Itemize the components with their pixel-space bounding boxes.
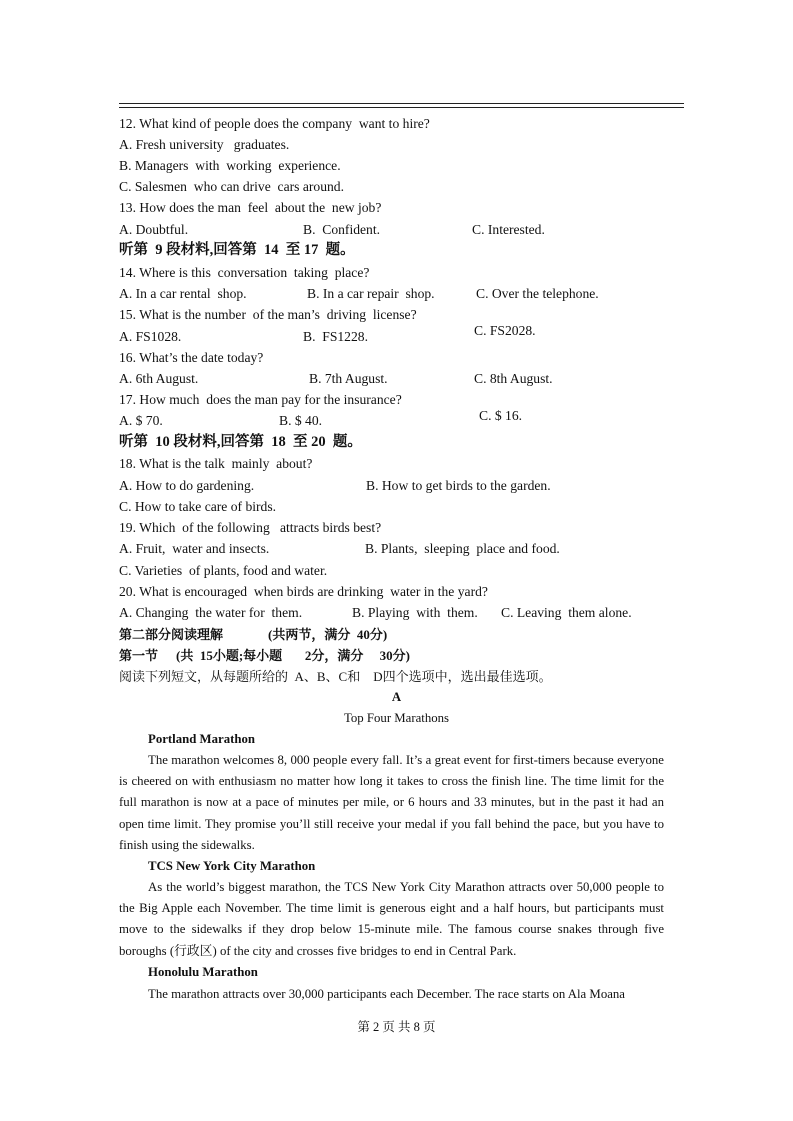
q13-option-a: A. Doubtful.: [119, 222, 189, 237]
q14-option-b: B. In a car repair shop.: [307, 286, 435, 301]
q12-option-a: A. Fresh university graduates.: [119, 137, 290, 152]
q13-option-c: C. Interested.: [472, 222, 545, 237]
q19-option-c: C. Varieties of plants, food and water.: [119, 563, 328, 578]
honolulu-paragraph: The marathon attracts over 30,000 participants each December. The race starts on Ala Moana: [148, 987, 625, 1001]
q14-question: 14. Where is this conversation taking place?: [119, 265, 370, 280]
q17-option-c: C. $ 16.: [479, 408, 523, 423]
header-rule-bottom: [119, 107, 684, 108]
q18-question: 18. What is the talk mainly about?: [119, 456, 313, 471]
header-rule-top: [119, 103, 684, 104]
q16-option-a: A. 6th August.: [119, 371, 199, 386]
q15-option-a: A. FS1028.: [119, 329, 182, 344]
q17-option-a: A. $ 70.: [119, 413, 163, 428]
q18-option-c: C. How to take care of birds.: [119, 499, 277, 514]
q15-question: 15. What is the number of the man’s driving license?: [119, 307, 417, 322]
q12-option-c: C. Salesmen who can drive cars around.: [119, 179, 344, 194]
q19-question: 19. Which of the following attracts birds best?: [119, 520, 382, 535]
q17-option-b: B. $ 40.: [279, 413, 323, 428]
section-10-instruction: 听第 10 段材料,回答第 18 至 20 题。: [119, 434, 362, 450]
q16-option-b: B. 7th August.: [309, 371, 388, 386]
q20-option-a: A. Changing the water for them.: [119, 605, 303, 620]
q12-question: 12. What kind of people does the company want to hire?: [119, 116, 430, 131]
q20-option-b: B. Playing with them.: [352, 605, 478, 620]
passage-title: Top Four Marathons: [343, 711, 450, 725]
section1-label: 第一节: [119, 648, 159, 663]
q14-option-a: A. In a car rental shop.: [119, 286, 247, 301]
portland-paragraph: The marathon welcomes 8, 000 people every fall. It’s a great event for first-timers because everyone is cheered on with enthusiasm no matter how long it takes to cross the finish line. The time limit for the full marathon is now at a pace of minutes per mile, or 6 hours and 33 minutes, but in the past it had an open time limit. They promise you’ll still receive your medal if you fall behind the pace, but you have to finish using the sidewalks.: [119, 753, 664, 852]
q15-option-b: B. FS1228.: [303, 329, 368, 344]
section-9-instruction: 听第 9 段材料,回答第 14 至 17 题。: [119, 242, 355, 258]
q19-option-a: A. Fruit, water and insects.: [119, 541, 270, 556]
q16-question: 16. What’s the date today?: [119, 350, 264, 365]
nyc-heading: TCS New York City Marathon: [148, 859, 316, 873]
q12-option-b: B. Managers with working experience.: [119, 158, 341, 173]
q18-option-a: A. How to do gardening.: [119, 478, 255, 493]
q20-question: 20. What is encouraged when birds are drinking water in the yard?: [119, 584, 488, 599]
nyc-paragraph: As the world’s biggest marathon, the TCS New York City Marathon attracts over 50,000 people to the Big Apple each November. The time limit is generous eight and a half hours, but participants must move to the sidewalks if they drop below 15-minute mile. The famous course snakes through five boroughs (行政区) of the city and crosses five bridges to end in Central Park.: [119, 880, 664, 958]
reading-instruction: 阅读下列短文，从每题所给的 A、B、C和 D四个选项中，选出最佳选项。: [119, 669, 552, 684]
q20-option-c: C. Leaving them alone.: [501, 605, 632, 620]
portland-heading: Portland Marathon: [148, 732, 255, 746]
part2-score: (共两节，满分 40分): [268, 627, 388, 642]
q18-option-b: B. How to get birds to the garden.: [366, 478, 551, 493]
q13-question: 13. How does the man feel about the new job?: [119, 200, 382, 215]
q14-option-c: C. Over the telephone.: [476, 286, 599, 301]
honolulu-heading: Honolulu Marathon: [148, 965, 258, 979]
q19-option-b: B. Plants, sleeping place and food.: [365, 541, 560, 556]
q13-option-b: B. Confident.: [303, 222, 381, 237]
page-footer: 第 2 页 共 8 页: [357, 1020, 436, 1034]
section1-description: (共 15小题;每小题 2分，满分 30分): [176, 648, 410, 663]
q17-question: 17. How much does the man pay for the insurance?: [119, 392, 402, 407]
part2-label: 第二部分阅读理解: [119, 627, 224, 642]
q16-option-c: C. 8th August.: [474, 371, 553, 386]
q15-option-c: C. FS2028.: [474, 323, 536, 338]
passage-letter: A: [391, 690, 402, 704]
